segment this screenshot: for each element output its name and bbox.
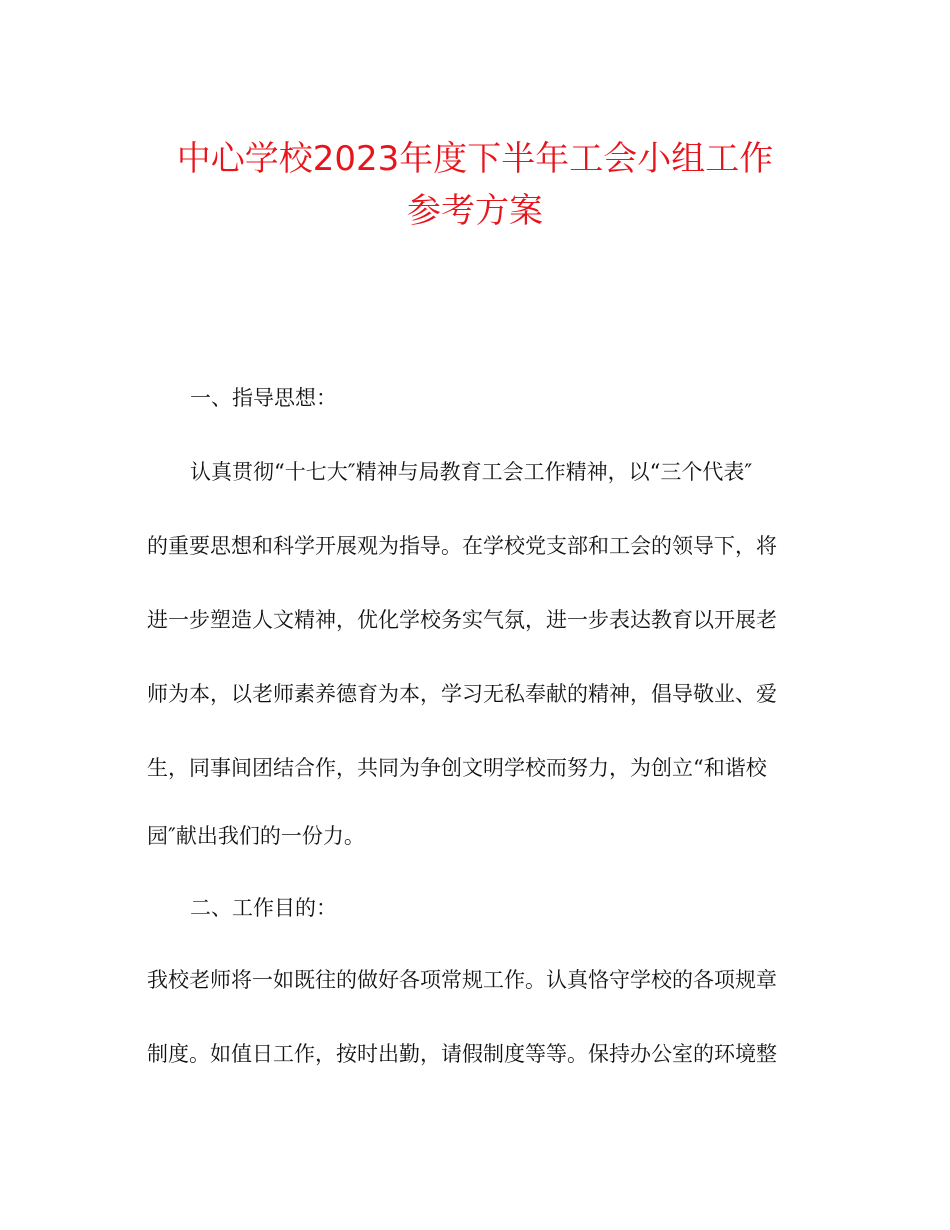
body-text-line: 认真贯彻“十七大″精神与局教育工会工作精神，以“三个代表″ [190, 460, 753, 484]
body-text-line: 进一步塑造人文精神，优化学校务实气氛，进一步表达教育以开展老 [147, 608, 777, 632]
body-text-line: 的重要思想和科学开展观为指导。在学校党支部和工会的领导下，将 [147, 534, 777, 558]
section-heading-guiding-ideology: 一、指导思想： [190, 386, 337, 410]
body-text-line: 师为本，以老师素养德育为本，学习无私奉献的精神，倡导敬业、爱 [147, 682, 777, 706]
body-text-line: 生，同事间团结合作，共同为争创文明学校而努力，为创立“和谐校 [147, 756, 767, 780]
section-heading-work-goals: 二、工作目的： [190, 896, 337, 920]
body-text-line: 制度。如值日工作，按时出勤，请假制度等等。保持办公室的环境整 [147, 1042, 777, 1066]
body-text-line: 园″献出我们的一份力。 [147, 824, 365, 848]
body-text-line: 我校老师将一如既往的做好各项常规工作。认真恪守学校的各项规章 [147, 968, 777, 992]
document-title-line-1: 中心学校2023年度下半年工会小组工作 [176, 139, 774, 179]
document-title-line-2: 参考方案 [407, 191, 543, 231]
